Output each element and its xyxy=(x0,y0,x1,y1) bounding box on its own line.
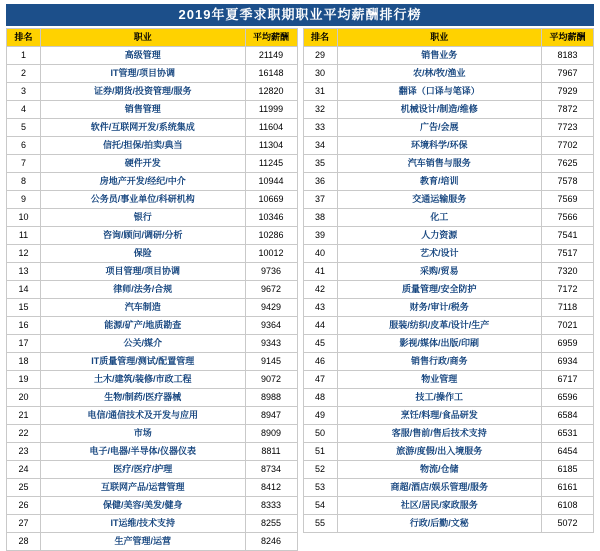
pay-cell: 11245 xyxy=(245,155,297,173)
pay-cell: 8333 xyxy=(245,497,297,515)
table-header-row xyxy=(7,29,594,47)
job-cell: 环境科学/环保 xyxy=(337,137,542,155)
rank-cell: 30 xyxy=(303,65,337,83)
page-title: 2019年夏季求职期职业平均薪酬排行榜 xyxy=(6,4,594,26)
table-row xyxy=(7,533,594,551)
job-cell: 服装/纺织/皮革/设计/生产 xyxy=(337,317,542,335)
table-row xyxy=(7,389,594,407)
pay-cell: 8909 xyxy=(245,425,297,443)
table-row xyxy=(7,83,594,101)
pay-cell: 6717 xyxy=(542,371,594,389)
pay-cell: 10944 xyxy=(245,173,297,191)
pay-cell: 6531 xyxy=(542,425,594,443)
pay-cell: 7021 xyxy=(542,317,594,335)
job-cell: 旅游/度假/出入境服务 xyxy=(337,443,542,461)
rank-cell: 19 xyxy=(7,371,41,389)
pay-cell: 7723 xyxy=(542,119,594,137)
rank-cell: 27 xyxy=(7,515,41,533)
job-cell: 广告/会展 xyxy=(337,119,542,137)
rank-cell: 41 xyxy=(303,263,337,281)
table-row xyxy=(7,461,594,479)
rank-cell: 20 xyxy=(7,389,41,407)
job-cell: 化工 xyxy=(337,209,542,227)
job-cell: 能源/矿产/地质勘查 xyxy=(41,317,246,335)
job-cell: 公关/媒介 xyxy=(41,335,246,353)
table-body xyxy=(7,47,594,551)
job-cell: 翻译（口译与笔译） xyxy=(337,83,542,101)
job-cell: 信托/担保/拍卖/典当 xyxy=(41,137,246,155)
table-row xyxy=(7,173,594,191)
rank-cell: 39 xyxy=(303,227,337,245)
rank-cell: 42 xyxy=(303,281,337,299)
job-cell: 证券/期货/投资管理/服务 xyxy=(41,83,246,101)
pay-cell: 8246 xyxy=(245,533,297,551)
pay-cell: 7929 xyxy=(542,83,594,101)
table-row xyxy=(7,335,594,353)
pay-cell: 10346 xyxy=(245,209,297,227)
job-cell: 硬件开发 xyxy=(41,155,246,173)
rank-cell: 38 xyxy=(303,209,337,227)
pay-cell: 7320 xyxy=(542,263,594,281)
rank-cell: 40 xyxy=(303,245,337,263)
pay-cell: 10012 xyxy=(245,245,297,263)
rank-cell: 22 xyxy=(7,425,41,443)
pay-cell: 8183 xyxy=(542,47,594,65)
rank-cell: 21 xyxy=(7,407,41,425)
job-cell: 社区/居民/家政服务 xyxy=(337,497,542,515)
job-cell: 财务/审计/税务 xyxy=(337,299,542,317)
table-row xyxy=(7,497,594,515)
job-cell: 电信/通信技术及开发与应用 xyxy=(41,407,246,425)
job-cell: 商超/酒店/娱乐管理/服务 xyxy=(337,479,542,497)
rank-cell: 16 xyxy=(7,317,41,335)
pay-cell: 11999 xyxy=(245,101,297,119)
rank-cell: 15 xyxy=(7,299,41,317)
pay-cell: 8255 xyxy=(245,515,297,533)
job-cell: 艺术/设计 xyxy=(337,245,542,263)
job-cell: 物业管理 xyxy=(337,371,542,389)
job-cell: 物流/仓储 xyxy=(337,461,542,479)
pay-cell: 12820 xyxy=(245,83,297,101)
job-cell: 影视/媒体/出版/印刷 xyxy=(337,335,542,353)
pay-cell: 9364 xyxy=(245,317,297,335)
job-cell: 电子/电器/半导体/仪器仪表 xyxy=(41,443,246,461)
rank-cell: 14 xyxy=(7,281,41,299)
pay-cell: 7541 xyxy=(542,227,594,245)
table-row xyxy=(7,263,594,281)
pay-cell: 11304 xyxy=(245,137,297,155)
pay-cell: 5072 xyxy=(542,515,594,533)
job-cell: 生产管理/运营 xyxy=(41,533,246,551)
rank-cell: 55 xyxy=(303,515,337,533)
rank-cell: 51 xyxy=(303,443,337,461)
table-row xyxy=(7,515,594,533)
job-cell: 采购/贸易 xyxy=(337,263,542,281)
rank-cell: 43 xyxy=(303,299,337,317)
table-row xyxy=(7,317,594,335)
job-cell: 高级管理 xyxy=(41,47,246,65)
job-cell: 保险 xyxy=(41,245,246,263)
job-cell: 土木/建筑/装修/市政工程 xyxy=(41,371,246,389)
pay-cell: 7872 xyxy=(542,101,594,119)
job-cell: 交通运输服务 xyxy=(337,191,542,209)
pay-cell: 8811 xyxy=(245,443,297,461)
job-cell: 银行 xyxy=(41,209,246,227)
rank-cell: 12 xyxy=(7,245,41,263)
rank-cell: 50 xyxy=(303,425,337,443)
rank-cell: 2 xyxy=(7,65,41,83)
col-header-pay-right: 平均薪酬 xyxy=(542,29,594,47)
rank-cell: 25 xyxy=(7,479,41,497)
rank-cell: 1 xyxy=(7,47,41,65)
col-header-job-left: 职业 xyxy=(41,29,246,47)
table-row xyxy=(7,119,594,137)
empty-cell xyxy=(337,533,542,551)
rank-cell: 46 xyxy=(303,353,337,371)
job-cell: IT质量管理/测试/配置管理 xyxy=(41,353,246,371)
pay-cell: 9343 xyxy=(245,335,297,353)
job-cell: 质量管理/安全防护 xyxy=(337,281,542,299)
rank-cell: 44 xyxy=(303,317,337,335)
table-row xyxy=(7,281,594,299)
pay-cell: 8734 xyxy=(245,461,297,479)
salary-ranking-table xyxy=(6,28,594,551)
table-row xyxy=(7,47,594,65)
job-cell: 汽车销售与服务 xyxy=(337,155,542,173)
rank-cell: 37 xyxy=(303,191,337,209)
rank-cell: 52 xyxy=(303,461,337,479)
pay-cell: 6108 xyxy=(542,497,594,515)
rank-cell: 45 xyxy=(303,335,337,353)
rank-cell: 31 xyxy=(303,83,337,101)
rank-cell: 34 xyxy=(303,137,337,155)
rank-cell: 54 xyxy=(303,497,337,515)
rank-cell: 8 xyxy=(7,173,41,191)
job-cell: 咨询/顾问/调研/分析 xyxy=(41,227,246,245)
table-row xyxy=(7,155,594,173)
pay-cell: 16148 xyxy=(245,65,297,83)
job-cell: 律师/法务/合规 xyxy=(41,281,246,299)
job-cell: 项目管理/项目协调 xyxy=(41,263,246,281)
rank-cell: 6 xyxy=(7,137,41,155)
job-cell: 客服/售前/售后技术支持 xyxy=(337,425,542,443)
pay-cell: 7172 xyxy=(542,281,594,299)
job-cell: 机械设计/制造/维修 xyxy=(337,101,542,119)
pay-cell: 10669 xyxy=(245,191,297,209)
col-header-rank-left: 排名 xyxy=(7,29,41,47)
job-cell: 销售行政/商务 xyxy=(337,353,542,371)
pay-cell: 7118 xyxy=(542,299,594,317)
pay-cell: 10286 xyxy=(245,227,297,245)
job-cell: 烹饪/料理/食品研发 xyxy=(337,407,542,425)
rank-cell: 23 xyxy=(7,443,41,461)
job-cell: IT管理/项目协调 xyxy=(41,65,246,83)
pay-cell: 8947 xyxy=(245,407,297,425)
col-header-rank-right: 排名 xyxy=(303,29,337,47)
pay-cell: 11604 xyxy=(245,119,297,137)
pay-cell: 7569 xyxy=(542,191,594,209)
table-row xyxy=(7,227,594,245)
rank-cell: 29 xyxy=(303,47,337,65)
table-row xyxy=(7,191,594,209)
pay-cell: 9736 xyxy=(245,263,297,281)
pay-cell: 9429 xyxy=(245,299,297,317)
table-row xyxy=(7,299,594,317)
pay-cell: 8988 xyxy=(245,389,297,407)
job-cell: 软件/互联网开发/系统集成 xyxy=(41,119,246,137)
pay-cell: 9072 xyxy=(245,371,297,389)
table-row xyxy=(7,209,594,227)
pay-cell: 6934 xyxy=(542,353,594,371)
rank-cell: 49 xyxy=(303,407,337,425)
pay-cell: 6959 xyxy=(542,335,594,353)
table-row xyxy=(7,245,594,263)
job-cell: 公务员/事业单位/科研机构 xyxy=(41,191,246,209)
table-row xyxy=(7,353,594,371)
rank-cell: 26 xyxy=(7,497,41,515)
job-cell: 汽车制造 xyxy=(41,299,246,317)
table-row xyxy=(7,371,594,389)
rank-cell: 3 xyxy=(7,83,41,101)
rank-cell: 13 xyxy=(7,263,41,281)
table-row xyxy=(7,65,594,83)
job-cell: 生物/制药/医疗器械 xyxy=(41,389,246,407)
table-row xyxy=(7,479,594,497)
job-cell: 市场 xyxy=(41,425,246,443)
job-cell: 医疗/医疗/护理 xyxy=(41,461,246,479)
rank-cell: 33 xyxy=(303,119,337,137)
pay-cell: 9672 xyxy=(245,281,297,299)
rank-cell: 18 xyxy=(7,353,41,371)
pay-cell: 9145 xyxy=(245,353,297,371)
table-row xyxy=(7,443,594,461)
job-cell: 教育/培训 xyxy=(337,173,542,191)
rank-cell: 28 xyxy=(7,533,41,551)
rank-cell: 7 xyxy=(7,155,41,173)
pay-cell: 6584 xyxy=(542,407,594,425)
job-cell: IT运维/技术支持 xyxy=(41,515,246,533)
rank-cell: 24 xyxy=(7,461,41,479)
pay-cell: 6185 xyxy=(542,461,594,479)
table-row xyxy=(7,137,594,155)
pay-cell: 7967 xyxy=(542,65,594,83)
rank-cell: 11 xyxy=(7,227,41,245)
empty-cell xyxy=(542,533,594,551)
job-cell: 行政/后勤/文秘 xyxy=(337,515,542,533)
rank-cell: 53 xyxy=(303,479,337,497)
pay-cell: 7517 xyxy=(542,245,594,263)
job-cell: 销售管理 xyxy=(41,101,246,119)
table-row xyxy=(7,425,594,443)
rank-cell: 35 xyxy=(303,155,337,173)
pay-cell: 8412 xyxy=(245,479,297,497)
rank-cell: 36 xyxy=(303,173,337,191)
job-cell: 保健/美容/美发/健身 xyxy=(41,497,246,515)
rank-cell: 47 xyxy=(303,371,337,389)
rank-cell: 4 xyxy=(7,101,41,119)
rank-cell: 10 xyxy=(7,209,41,227)
pay-cell: 7702 xyxy=(542,137,594,155)
rank-cell: 5 xyxy=(7,119,41,137)
pay-cell: 7578 xyxy=(542,173,594,191)
pay-cell: 6454 xyxy=(542,443,594,461)
pay-cell: 21149 xyxy=(245,47,297,65)
rank-cell: 48 xyxy=(303,389,337,407)
empty-cell xyxy=(303,533,337,551)
rank-cell: 17 xyxy=(7,335,41,353)
col-header-job-right: 职业 xyxy=(337,29,542,47)
table-row xyxy=(7,101,594,119)
pay-cell: 7566 xyxy=(542,209,594,227)
table-row xyxy=(7,407,594,425)
job-cell: 人力资源 xyxy=(337,227,542,245)
job-cell: 销售业务 xyxy=(337,47,542,65)
job-cell: 技工/操作工 xyxy=(337,389,542,407)
job-cell: 农/林/牧/渔业 xyxy=(337,65,542,83)
job-cell: 房地产开发/经纪/中介 xyxy=(41,173,246,191)
pay-cell: 6161 xyxy=(542,479,594,497)
col-header-pay-left: 平均薪酬 xyxy=(245,29,297,47)
rank-cell: 9 xyxy=(7,191,41,209)
job-cell: 互联网产品/运营管理 xyxy=(41,479,246,497)
pay-cell: 6596 xyxy=(542,389,594,407)
pay-cell: 7625 xyxy=(542,155,594,173)
rank-cell: 32 xyxy=(303,101,337,119)
